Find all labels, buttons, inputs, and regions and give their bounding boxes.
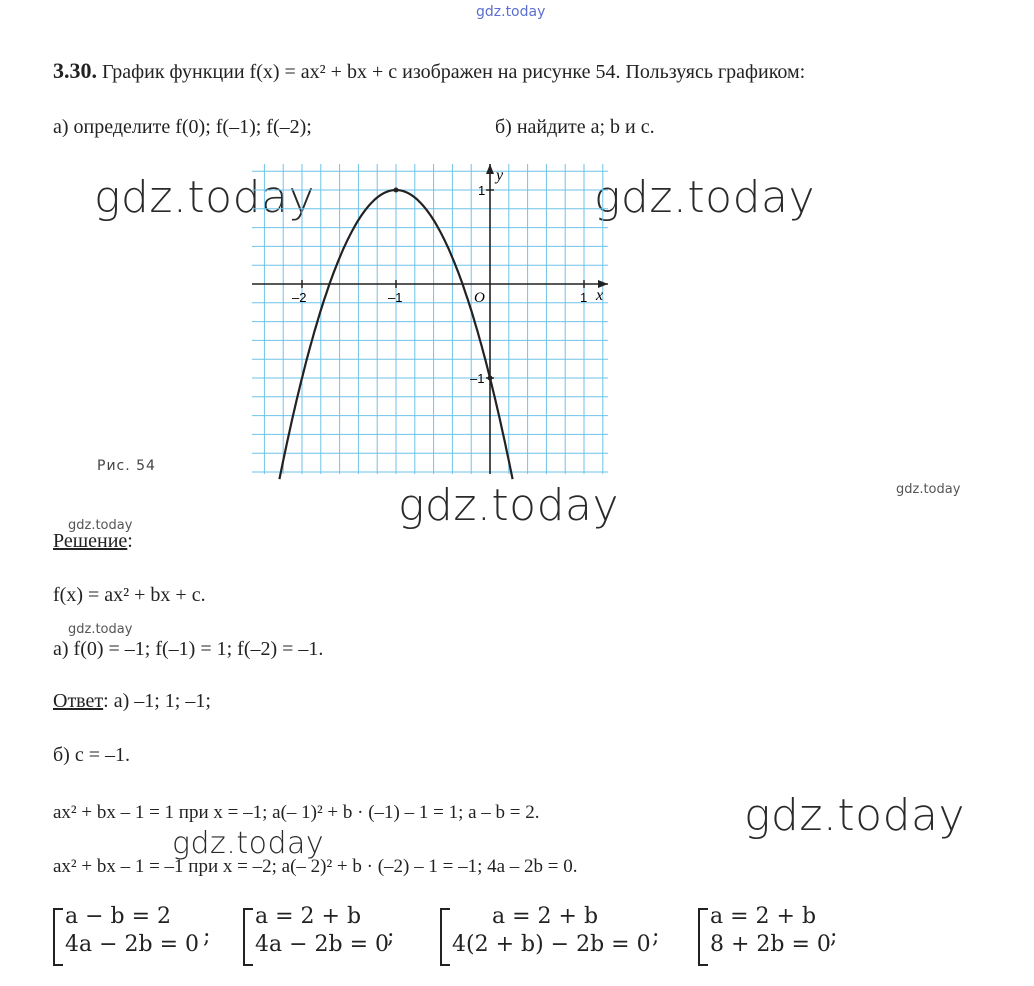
system-2-row-2: 4a − 2b = 0 <box>255 932 390 957</box>
system-3-row-2: 4(2 + b) − 2b = 0 <box>452 932 651 957</box>
x-axis-label: x <box>596 287 604 304</box>
tick-label-x-neg2: –2 <box>292 290 307 305</box>
solution-answer-a: а) f(0) = –1; f(–1) = 1; f(–2) = –1. <box>53 638 324 660</box>
answer-line <box>53 690 211 713</box>
problem-statement <box>53 58 805 84</box>
tick-label-x-neg1: –1 <box>388 290 403 305</box>
solution-equation-2: ax² + bx – 1 = –1 при x = –2; a(– 2)² + b · (–2) – 1 = –1; 4a – 2b = 0. <box>53 856 578 877</box>
answer-text: : а) –1; 1; –1; <box>103 690 211 712</box>
origin-label: O <box>474 290 485 306</box>
solution-heading-line <box>53 530 133 553</box>
graph-axes <box>252 164 608 474</box>
watermark-big-1: gdz.today <box>94 172 316 223</box>
system-3-row-1: a = 2 + b <box>492 904 599 929</box>
watermark-big-2: gdz.today <box>594 172 816 223</box>
watermark-big-5: gdz.today <box>172 826 325 861</box>
problem-text: График функции f(x) = ax² + bx + c изображен на рисунке 54. Пользуясь графиком: <box>102 61 806 83</box>
system-1-row-2: 4a − 2b = 0 <box>65 932 200 957</box>
graph-grid <box>252 164 608 474</box>
solution-equation-1: ax² + bx – 1 = 1 при x = –1; a(– 1)² + b · (–1) – 1 = 1; a – b = 2. <box>53 802 540 823</box>
solution-heading: Решение <box>53 530 128 552</box>
watermark-top: gdz.today <box>476 4 546 20</box>
solution-heading-colon: : <box>127 530 133 552</box>
figure-caption: Рис. 54 <box>97 458 156 474</box>
system-4-row-1: a = 2 + b <box>710 904 817 929</box>
watermark-small-2: gdz.today <box>68 518 133 533</box>
parabola-graph <box>240 160 620 480</box>
problem-part-b: б) найдите a; b и c. <box>495 116 655 138</box>
solution-part-b-c: б) c = –1. <box>53 744 130 766</box>
watermark-big-4: gdz.today <box>744 790 966 841</box>
y-axis-arrow <box>486 164 494 174</box>
tick-label-y-neg1: –1 <box>470 371 485 386</box>
watermark-small-3: gdz.today <box>68 622 133 637</box>
tick-label-x-1: 1 <box>580 290 588 305</box>
tick-label-y-1: 1 <box>478 183 486 198</box>
y-axis-label: y <box>496 167 504 184</box>
watermark-big-3: gdz.today <box>398 480 620 531</box>
problem-number: 3.30. <box>53 58 97 83</box>
solution-formula: f(x) = ax² + bx + c. <box>53 584 206 606</box>
system-3-semicolon: ; <box>652 924 660 949</box>
system-1-row-1: a − b = 2 <box>65 904 172 929</box>
system-2-semicolon: ; <box>387 924 395 949</box>
system-1-semicolon: ; <box>203 924 211 949</box>
answer-label: Ответ <box>53 690 104 712</box>
problem-part-a: а) определите f(0); f(–1); f(–2); <box>53 116 312 138</box>
system-4-row-2: 8 + 2b = 0 <box>710 932 831 957</box>
watermark-small-1: gdz.today <box>896 482 961 497</box>
system-4-semicolon: ; <box>830 924 838 949</box>
system-2-row-1: a = 2 + b <box>255 904 362 929</box>
